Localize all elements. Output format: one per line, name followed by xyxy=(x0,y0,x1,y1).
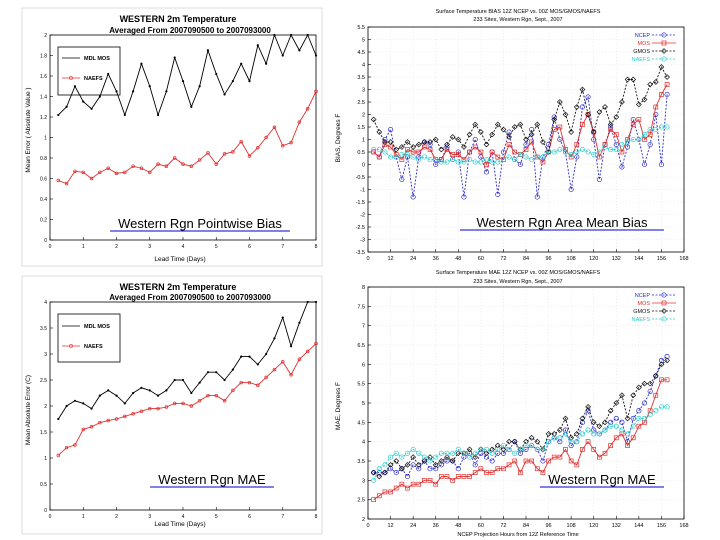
data-point-mdl-mos xyxy=(57,114,59,116)
y-tick-label: 7 xyxy=(361,323,365,330)
x-tick-label: 8 xyxy=(314,514,318,520)
x-axis-label: Lead Time (Days) xyxy=(154,256,206,263)
data-point-mdl-mos xyxy=(99,395,101,397)
data-point-mdl-mos xyxy=(307,34,309,36)
x-tick-label: 7 xyxy=(281,244,285,250)
x-tick-label: 12 xyxy=(387,256,394,262)
y-tick-label: 4.5 xyxy=(357,50,365,56)
data-point-mdl-mos xyxy=(132,90,134,92)
x-tick-label: 4 xyxy=(181,244,185,250)
data-point-mdl-mos xyxy=(273,337,275,339)
data-point-gmos xyxy=(648,82,653,87)
legend-label-naefs: NAEFS xyxy=(631,317,650,323)
y-axis-label: Mean Error ( Absolute Value ) xyxy=(25,87,32,173)
legend-label-mdl-mos: MDL MOS xyxy=(84,324,110,330)
data-point-naefs xyxy=(580,432,584,436)
data-point-mdl-mos xyxy=(99,95,101,97)
y-tick-label: 8 xyxy=(361,285,365,291)
data-point-mdl-mos xyxy=(298,322,300,324)
data-point-mdl-mos xyxy=(115,395,117,397)
x-tick-label: 72 xyxy=(500,523,507,529)
x-tick-label: 8 xyxy=(314,244,318,250)
data-point-mdl-mos xyxy=(74,85,76,87)
y-tick-label: 4 xyxy=(361,62,365,69)
data-point-gmos xyxy=(467,132,472,137)
y-tick-label: 1 xyxy=(361,137,365,144)
x-tick-label: 4 xyxy=(181,514,185,520)
legend xyxy=(632,293,676,323)
x-tick-label: 144 xyxy=(634,256,644,262)
data-point-naefs xyxy=(529,157,533,161)
data-point-mdl-mos xyxy=(174,379,176,381)
panel-caption: Western Rgn Pointwise Bias xyxy=(118,216,282,231)
y-tick-label: 2 xyxy=(44,33,47,39)
legend-label-naefs: NAEFS xyxy=(631,57,650,63)
legend-label-gmos: GMOS xyxy=(633,309,650,315)
legend-label-mos: MOS xyxy=(637,301,650,307)
x-tick-label: 132 xyxy=(611,256,621,262)
chart-subtitle: Averaged From 2007090500 to 2007093000 xyxy=(109,26,271,35)
data-point-mdl-mos xyxy=(66,106,68,108)
x-tick-label: 60 xyxy=(477,256,484,262)
y-tick-label: -1.5 xyxy=(355,200,365,206)
y-tick-label: 2.5 xyxy=(40,378,47,384)
data-point-mdl-mos xyxy=(298,49,300,51)
legend xyxy=(632,33,676,63)
y-tick-label: 0.2 xyxy=(40,217,47,224)
data-point-mdl-mos xyxy=(190,392,192,394)
data-point-mdl-mos xyxy=(57,418,59,420)
data-point-mdl-mos xyxy=(207,49,209,51)
y-tick-label: -2.5 xyxy=(355,225,365,231)
panel-top-right xyxy=(335,9,664,230)
x-tick-label: 6 xyxy=(248,514,251,520)
chart-title: Surface Temperature MAE 12Z NCEP vs. 00Z MOS/GMOS/NAEFS xyxy=(435,270,601,276)
series-line-gmos xyxy=(374,360,667,476)
y-tick-label: 2.5 xyxy=(357,100,365,106)
x-tick-label: 96 xyxy=(545,256,552,262)
data-point-mdl-mos xyxy=(290,34,292,36)
x-tick-label: 108 xyxy=(566,523,576,529)
y-tick-label: 0 xyxy=(361,162,365,169)
y-tick-label: 2 xyxy=(44,404,47,410)
chart-subtitle: 233 Sites, Western Rgn, Sept., 2007 xyxy=(473,17,563,23)
x-tick-label: 84 xyxy=(522,523,530,529)
x-tick-label: 5 xyxy=(214,514,218,520)
data-point-mdl-mos xyxy=(240,63,242,65)
data-point-mdl-mos xyxy=(190,106,192,108)
data-point-naefs xyxy=(580,147,584,151)
x-tick-label: 36 xyxy=(432,523,439,529)
data-point-mdl-mos xyxy=(257,363,259,365)
y-tick-label: 3.5 xyxy=(357,459,365,465)
data-point-mdl-mos xyxy=(307,301,309,303)
y-tick-label: 0.4 xyxy=(40,197,47,203)
x-tick-label: 132 xyxy=(611,523,621,529)
y-tick-label: 3 xyxy=(361,478,365,485)
x-tick-label: 24 xyxy=(410,523,417,529)
data-point-naefs xyxy=(558,147,562,151)
x-tick-label: 168 xyxy=(679,523,689,529)
y-tick-label: 1.8 xyxy=(40,53,47,60)
data-point-gmos xyxy=(484,142,489,147)
x-tick-label: 144 xyxy=(634,523,644,529)
y-tick-label: 3.5 xyxy=(40,326,47,332)
x-tick-label: 36 xyxy=(432,256,439,262)
x-tick-label: 3 xyxy=(148,514,152,520)
y-tick-label: 0.5 xyxy=(357,150,365,156)
y-tick-label: 7.5 xyxy=(357,304,365,311)
data-point-mdl-mos xyxy=(157,114,159,116)
y-axis-label: BIAS, Degrees F xyxy=(335,113,342,163)
x-tick-label: 48 xyxy=(455,256,462,262)
data-point-mdl-mos xyxy=(165,90,167,92)
data-point-naefs xyxy=(484,157,488,161)
x-tick-label: 3 xyxy=(148,244,152,250)
data-point-mdl-mos xyxy=(248,80,250,82)
x-tick-label: 2 xyxy=(115,244,118,250)
y-tick-label: 4 xyxy=(361,439,365,446)
data-point-mdl-mos xyxy=(107,389,109,391)
data-point-mdl-mos xyxy=(140,63,142,65)
x-tick-label: 120 xyxy=(589,523,599,529)
data-point-mdl-mos xyxy=(182,379,184,381)
data-point-mdl-mos xyxy=(82,402,84,404)
legend-label-mdl-mos: MDL MOS xyxy=(84,56,110,62)
legend-box xyxy=(58,314,120,362)
data-point-mdl-mos xyxy=(223,93,225,95)
data-point-mdl-mos xyxy=(232,369,234,371)
data-point-naefs xyxy=(586,150,590,154)
data-point-ncep xyxy=(405,474,409,478)
x-tick-label: 0 xyxy=(366,256,370,262)
series-line-ncep xyxy=(374,357,667,477)
y-tick-label: 6.5 xyxy=(357,343,365,349)
data-point-mdl-mos xyxy=(157,395,159,397)
y-tick-label: 2.5 xyxy=(357,497,365,504)
data-point-mdl-mos xyxy=(215,371,217,373)
data-point-naefs xyxy=(422,155,426,159)
legend-label-mos: MOS xyxy=(637,41,650,47)
data-point-gmos xyxy=(450,135,455,140)
y-tick-label: -2 xyxy=(360,212,365,219)
x-axis-label: NCEP Projection Hours from 12Z Reference Time xyxy=(457,532,579,538)
data-point-mdl-mos xyxy=(215,73,217,75)
x-tick-label: 84 xyxy=(522,256,530,262)
y-tick-label: -0.5 xyxy=(355,175,365,181)
x-tick-label: 48 xyxy=(455,523,462,529)
data-point-mdl-mos xyxy=(66,405,68,407)
data-point-naefs xyxy=(383,463,387,467)
data-point-mdl-mos xyxy=(149,85,151,87)
data-point-naefs xyxy=(654,409,658,413)
data-point-gmos xyxy=(377,130,382,135)
x-tick-label: 1 xyxy=(81,244,85,250)
x-axis-label: Lead Time (Days) xyxy=(154,521,206,528)
chart-subtitle: Averaged From 2007090500 to 2007093000 xyxy=(109,293,271,302)
y-tick-label: 3.5 xyxy=(357,75,365,81)
data-point-mdl-mos xyxy=(90,108,92,110)
x-tick-label: 168 xyxy=(679,256,689,262)
x-tick-label: 12 xyxy=(387,523,394,529)
y-tick-label: 2 xyxy=(361,112,365,119)
x-tick-label: 2 xyxy=(115,514,118,520)
y-tick-label: 3 xyxy=(361,87,365,94)
panel-caption: Western Rgn MAE xyxy=(158,472,266,487)
panel-caption: Western Rgn Area Mean Bias xyxy=(476,215,648,230)
y-tick-label: 1 xyxy=(44,456,47,462)
y-tick-label: 0 xyxy=(44,238,47,244)
data-point-naefs xyxy=(625,432,629,436)
data-point-mdl-mos xyxy=(265,353,267,355)
y-axis-label: MAE, Degrees F xyxy=(335,381,342,431)
data-point-mdl-mos xyxy=(265,63,267,65)
data-point-mdl-mos xyxy=(90,408,92,410)
data-point-mdl-mos xyxy=(207,371,209,373)
data-point-mdl-mos xyxy=(174,56,176,58)
x-tick-label: 108 xyxy=(566,256,576,262)
y-tick-label: 1.2 xyxy=(40,115,47,121)
y-tick-label: -3 xyxy=(360,237,365,244)
data-point-mdl-mos xyxy=(124,402,126,404)
y-tick-label: -1 xyxy=(360,187,365,194)
legend xyxy=(58,314,120,362)
data-point-mdl-mos xyxy=(315,54,317,56)
data-point-mdl-mos xyxy=(232,80,234,82)
data-point-mdl-mos xyxy=(257,44,259,46)
data-point-mdl-mos xyxy=(140,387,142,389)
y-tick-label: 5 xyxy=(361,401,365,407)
legend-label-ncep: NCEP xyxy=(634,33,650,39)
data-point-mdl-mos xyxy=(132,392,134,394)
y-tick-label: 0.6 xyxy=(40,176,47,183)
panel-top-left xyxy=(22,8,322,266)
data-point-mdl-mos xyxy=(82,101,84,103)
data-point-gmos xyxy=(557,428,562,433)
panel-caption: Western Rgn MAE xyxy=(548,472,656,487)
data-point-mdl-mos xyxy=(248,356,250,358)
legend-label-naefs: NAEFS xyxy=(84,76,103,82)
legend-box xyxy=(58,47,120,95)
y-tick-label: 4.5 xyxy=(357,420,365,427)
y-tick-label: 0.8 xyxy=(40,156,47,162)
y-tick-label: 6 xyxy=(361,362,365,369)
x-tick-label: 96 xyxy=(545,523,552,529)
y-tick-label: 1.6 xyxy=(40,74,47,80)
y-tick-label: 1.5 xyxy=(40,430,47,436)
legend-label-gmos: GMOS xyxy=(633,49,650,55)
x-tick-label: 6 xyxy=(248,244,251,250)
x-tick-label: 7 xyxy=(281,514,285,520)
x-tick-label: 5 xyxy=(214,244,218,250)
y-tick-label: 2 xyxy=(361,517,365,523)
y-tick-label: 3 xyxy=(44,352,47,358)
data-point-naefs xyxy=(586,428,590,432)
data-point-mdl-mos xyxy=(282,317,284,319)
x-tick-label: 156 xyxy=(656,523,667,529)
x-tick-label: 60 xyxy=(477,523,484,529)
data-point-mdl-mos xyxy=(240,356,242,358)
y-tick-label: 1 xyxy=(44,135,47,142)
data-point-mdl-mos xyxy=(199,85,201,87)
data-point-mdl-mos xyxy=(149,389,151,391)
data-point-mdl-mos xyxy=(165,389,167,391)
legend xyxy=(58,47,120,95)
x-tick-label: 120 xyxy=(589,256,599,262)
chart-title: WESTERN 2m Temperature xyxy=(119,14,237,24)
data-point-mdl-mos xyxy=(182,80,184,82)
x-tick-label: 24 xyxy=(410,256,417,262)
y-tick-label: 0 xyxy=(44,508,47,514)
plot-4 xyxy=(357,285,688,529)
x-tick-label: 0 xyxy=(366,523,370,529)
data-point-mdl-mos xyxy=(282,54,284,56)
chart-title: Surface Temperature BIAS 12Z NCEP vs. 00Z MOS/GMOS/NAEFS xyxy=(435,9,601,15)
y-tick-label: 5 xyxy=(361,37,365,44)
y-tick-label: 0.5 xyxy=(40,482,47,488)
x-tick-label: 0 xyxy=(48,244,52,250)
y-tick-label: 5.5 xyxy=(357,381,365,388)
data-point-naefs xyxy=(620,142,624,146)
data-point-mdl-mos xyxy=(74,400,76,402)
x-tick-label: 0 xyxy=(48,514,52,520)
y-tick-label: 5.5 xyxy=(357,25,365,31)
data-point-mdl-mos xyxy=(199,382,201,384)
y-tick-label: 1.5 xyxy=(357,125,365,131)
y-axis-label: Mean Absolute Error (C) xyxy=(25,374,32,446)
data-point-mdl-mos xyxy=(273,34,275,36)
data-point-mdl-mos xyxy=(315,301,317,303)
data-point-mdl-mos xyxy=(124,114,126,116)
chart-title: WESTERN 2m Temperature xyxy=(119,282,237,292)
chart-subtitle: 233 Sites, Western Rgn, Sept., 2007 xyxy=(473,279,563,285)
data-point-mdl-mos xyxy=(290,345,292,347)
y-tick-label: 1.4 xyxy=(40,94,47,101)
x-tick-label: 1 xyxy=(81,514,85,520)
data-point-mdl-mos xyxy=(223,379,225,381)
data-point-mdl-mos xyxy=(115,90,117,92)
legend-label-ncep: NCEP xyxy=(634,293,650,299)
data-point-mdl-mos xyxy=(107,73,109,75)
data-point-ncep xyxy=(490,459,494,463)
x-tick-label: 72 xyxy=(500,256,507,262)
y-tick-label: 4 xyxy=(44,300,47,306)
y-tick-label: -3.5 xyxy=(355,250,365,256)
x-tick-label: 156 xyxy=(656,256,667,262)
legend-label-naefs: NAEFS xyxy=(84,344,103,350)
series-line-naefs xyxy=(374,407,667,480)
